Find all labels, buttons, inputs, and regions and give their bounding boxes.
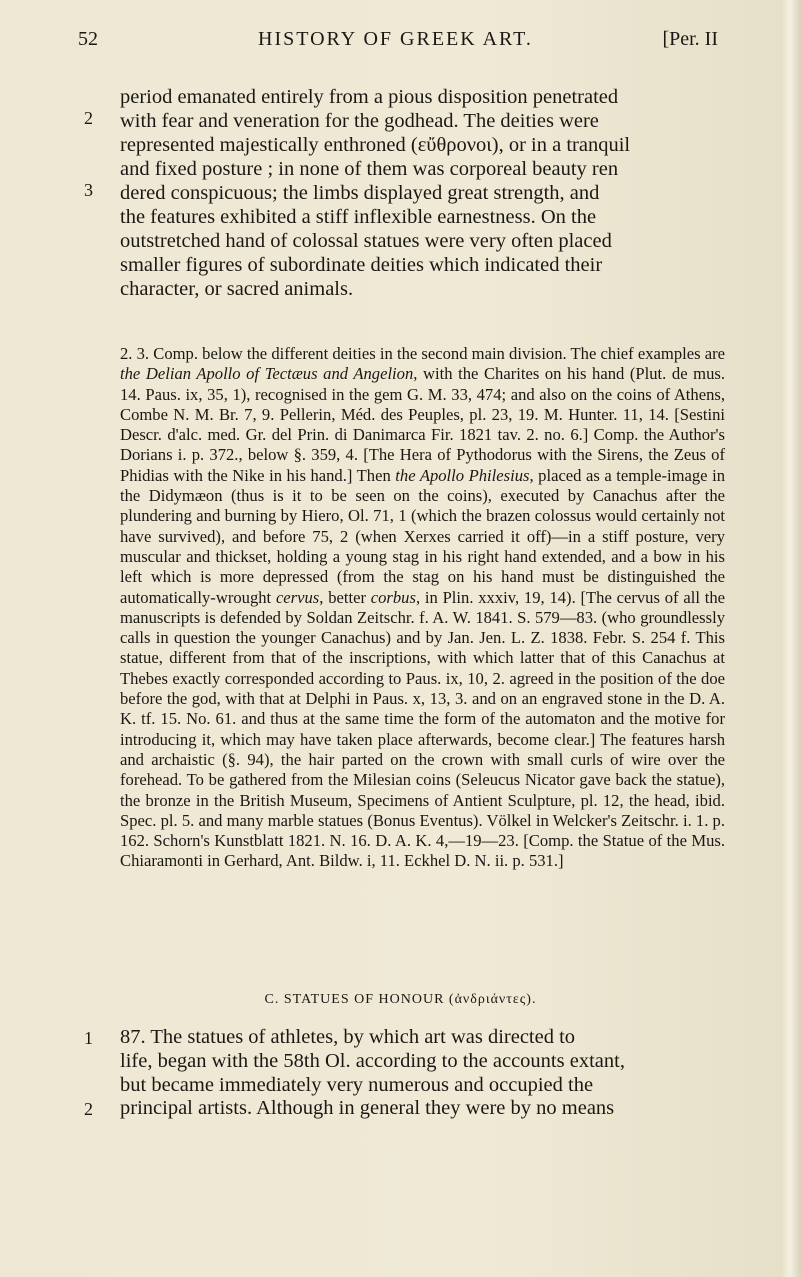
text-line: but became immediately very numerous and occupied the — [120, 1073, 594, 1096]
running-header — [78, 28, 718, 58]
note-text: , with the Charites on his hand (Plut. de mus. 14. Paus. ix, 35, 1), recognised in the gem G. M. 33, 474; and also on the coins of Athens, Combe N. M. Br. 7, 9. Pellerin, Méd. des Peuples, pl. 23, 19. M. Hunter. 11, 14. [Sestini Descr. d'alc. med. Gr. del Prin. di Danimarca Fir. 1821 tav. 2. no. 6.] Comp. the Author's Dorians i. p. 372., below §. 359, 4. [The Hera of Pythodorus with the Sirens, the Zeus of Phidias with the Nike in his hand.] Then — [120, 364, 725, 485]
note-text: 2. 3. Comp. below the different deities in the second main division. The chief examples are — [120, 344, 725, 363]
text-line: principal artists. Although in general they were by no means — [120, 1097, 615, 1120]
page-edge — [783, 0, 801, 1277]
text-line: life, began with the 58th Ol. according to the accounts extant, — [120, 1049, 625, 1072]
note-text: , better — [319, 587, 371, 607]
note-text: , in Plin. xxxiv, 19, 14). [The cervus of all the manuscripts is defended by Soldan Zeitschr. f. A. W. 1841. S. 579—83. (who groundlessly calls in question the younger Canachus) and by Jan. Jen. L. Z. 1838. Febr. S. 254 f. This statue, different from that of the inscriptions, with which latter that of this Canachus at Thebes exactly corresponded according to Paus. ix, 10, 2. agreed in the position of the doe before the god, with that at Delphi in Paus. x, 13, 3. and on an engraved stone in the D. A. K. tf. 15. No. 61. and thus at the same time the form of the automaton and the motive for introducing it, which may have taken place afterwards, become clear.] The features harsh and archaistic (§. 94), the hair parted on the crown with small curls of wire over the forehead. To be gathered from the Milesian coins (Seleucus Nicator gave back the statue), the bronze in the British Museum, Specimens of Antient Sculpture, pl. 12, the head, ibid. Spec. pl. 5. and many marble statues (Bonus Eventus). Völkel in Welcker's Zeitschr. i. 1. p. 162. Schorn's Kunstblatt 1821. N. 16. D. A. K. 4,—19—23. [Comp. the Statue of the Mus. Chiaramonti in Gerhard, Ant. Bildw. i, 11. Eckhel D. N. ii. p. 531.] — [120, 587, 725, 871]
note-italic: the Apollo Philesius — [395, 465, 530, 485]
text-line: 87. The statues of athletes, by which art was directed to — [120, 1026, 576, 1048]
page-number: 52 — [78, 28, 98, 50]
text-line: smaller figures of subordinate deities which indicated their — [120, 254, 603, 276]
text-line: period emanated entirely from a pious disposition penetrated — [120, 86, 619, 108]
footnote-block — [120, 344, 725, 872]
text-line: represented majestically enthroned (εὔθρονοι), or in a tranquil — [120, 134, 631, 156]
section-paragraph — [120, 1026, 725, 1121]
note-italic: the Delian Apollo of Tectæus and Angelion — [120, 364, 414, 384]
main-paragraph — [120, 85, 725, 301]
running-title: HISTORY OF GREEK ART. — [258, 28, 533, 50]
margin-number: 3 — [84, 180, 93, 200]
margin-number: 2 — [84, 1099, 93, 1119]
text-line: character, or sacred animals. — [120, 278, 354, 300]
note-text: , placed as a temple-image in the Didymæon (thus is it to be seen on the coins), executed by Canachus after the plundering and burning by Hiero, Ol. 71, 1 (which the brazen colossus would certainly not have survived), and before 75, 2 (when Xerxes carried it off)—in a stiff posture, very muscular and thickset, holding a young stag in his right hand extended, and a bow in his left which is more depressed (from the stag on his hand must be distinguished the automatically-wrought — [120, 465, 725, 607]
section-heading: C. STATUES OF HONOUR (ἀνδριάντες). — [264, 992, 537, 1007]
text-line: and fixed posture ; in none of them was corporeal beauty ren — [120, 158, 619, 180]
margin-number: 2 — [84, 108, 93, 128]
text-line: outstretched hand of colossal statues were very often placed — [120, 230, 612, 252]
note-italic: corbus — [370, 587, 416, 607]
note-italic: cervus — [275, 587, 320, 607]
text-line: the features exhibited a stiff inflexible earnestness. On the — [120, 206, 597, 228]
text-line: with fear and veneration for the godhead. The deities were — [120, 110, 599, 132]
section-marker: [Per. II — [662, 28, 718, 50]
margin-number: 1 — [84, 1028, 93, 1048]
text-line: dered conspicuous; the limbs displayed great strength, and — [120, 182, 600, 204]
